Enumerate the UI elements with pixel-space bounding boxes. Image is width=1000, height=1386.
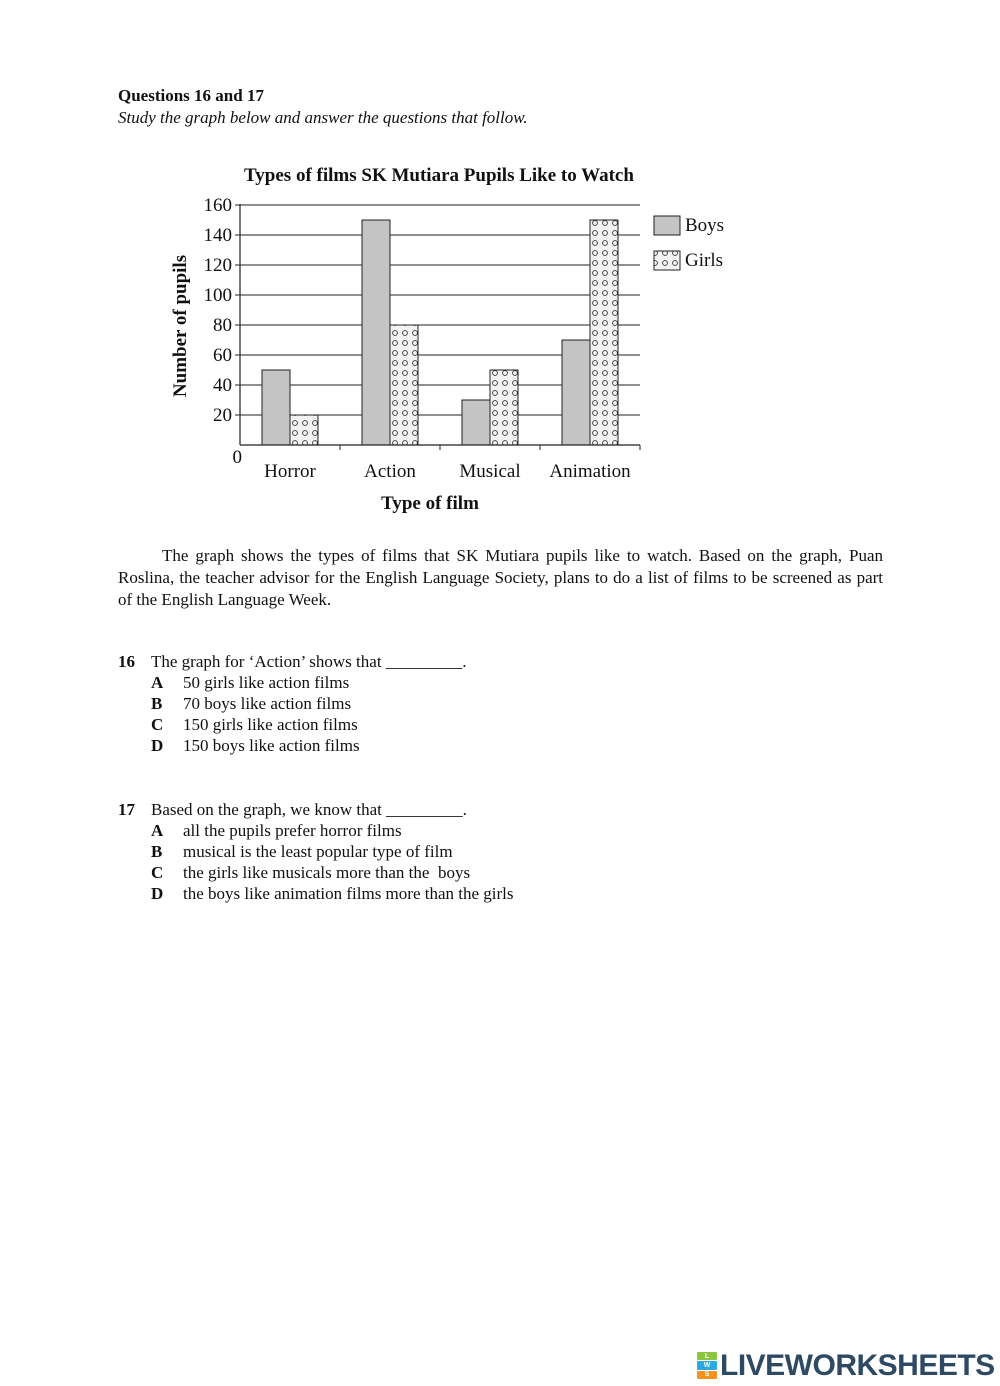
option-c[interactable] (118, 862, 818, 883)
liveworksheets-brand[interactable] (697, 1350, 995, 1382)
x-tick-label: Animation (549, 461, 631, 482)
description-paragraph: The graph shows the types of films that SK Mutiara pupils like to watch. Based on the graph, Puan Roslina, the teacher advisor for the English Language Society, plans to do a list of films to be screened as part of the English Language Week. (118, 546, 883, 609)
option-a[interactable] (118, 820, 818, 841)
option-text: the boys like animation films more than the girls (183, 884, 514, 903)
x-tick-label: Action (364, 461, 416, 482)
option-b[interactable] (118, 693, 818, 714)
option-text: 50 girls like action films (183, 673, 350, 692)
option-d[interactable] (118, 735, 818, 756)
instruction-text: Study the graph below and answer the questions that follow. (118, 108, 528, 127)
x-tick-label: Horror (264, 461, 316, 482)
legend-label-boys: Boys (685, 215, 725, 236)
option-letter: A (151, 673, 164, 692)
bar-girls-animation (590, 220, 618, 445)
y-tick-label: 40 (213, 375, 232, 396)
y-axis-label: Number of pupils (170, 254, 191, 398)
option-text: musical is the least popular type of film (183, 842, 453, 861)
y-tick-label: 0 (232, 447, 242, 468)
y-tick-label: 160 (203, 195, 232, 216)
option-c[interactable] (118, 714, 818, 735)
y-tick-label: 80 (213, 315, 232, 336)
option-letter: B (151, 842, 163, 861)
bar-girls-musical (490, 370, 518, 445)
bar-boys-horror (262, 370, 290, 445)
option-b[interactable] (118, 841, 818, 862)
bar-boys-action (362, 220, 390, 445)
option-letter: D (151, 884, 164, 903)
option-letter: D (151, 736, 164, 755)
question-text: The graph for ‘Action’ shows that _________. (151, 652, 467, 671)
bar-boys-animation (562, 340, 590, 445)
liveworksheets-logo-icon (697, 1352, 717, 1380)
x-tick-label: Musical (459, 461, 521, 482)
section-heading: Questions 16 and 17 (118, 86, 264, 105)
option-letter: C (151, 715, 164, 734)
question-stem (118, 651, 818, 672)
option-text: the girls like musicals more than the boys (183, 863, 471, 882)
bar-girls-horror (290, 415, 318, 445)
option-text: 150 girls like action films (183, 715, 358, 734)
y-tick-label: 120 (203, 255, 232, 276)
question-number: 16 (118, 652, 135, 671)
legend-label-girls: Girls (685, 250, 723, 271)
question-text: Based on the graph, we know that _________. (151, 800, 467, 819)
y-tick-label: 20 (213, 405, 232, 426)
option-letter: C (151, 863, 164, 882)
y-tick-label: 140 (203, 225, 232, 246)
chart-title: Types of films SK Mutiara Pupils Like to Watch (244, 165, 634, 186)
question-stem (118, 799, 818, 820)
logo-letter-s: S (697, 1371, 717, 1379)
option-letter: B (151, 694, 163, 713)
question-16 (118, 651, 818, 756)
bar-girls-action (390, 325, 418, 445)
option-letter: A (151, 821, 164, 840)
option-d[interactable] (118, 883, 818, 904)
option-text: 150 boys like action films (183, 736, 360, 755)
option-text: all the pupils prefer horror films (183, 821, 402, 840)
y-tick-label: 100 (203, 285, 232, 306)
logo-letter-l: L (697, 1352, 717, 1360)
legend-swatch-girls (654, 251, 680, 270)
bar-chart (160, 158, 760, 528)
bar-boys-musical (462, 400, 490, 445)
brand-name: LIVEWORKSHEETS (720, 1349, 995, 1382)
logo-letter-w: W (697, 1361, 717, 1369)
y-tick-label: 60 (213, 345, 232, 366)
option-text: 70 boys like action films (183, 694, 352, 713)
legend-swatch-boys (654, 216, 680, 235)
x-axis-label: Type of film (381, 493, 479, 514)
option-a[interactable] (118, 672, 818, 693)
question-number: 17 (118, 800, 135, 819)
question-17 (118, 799, 818, 904)
